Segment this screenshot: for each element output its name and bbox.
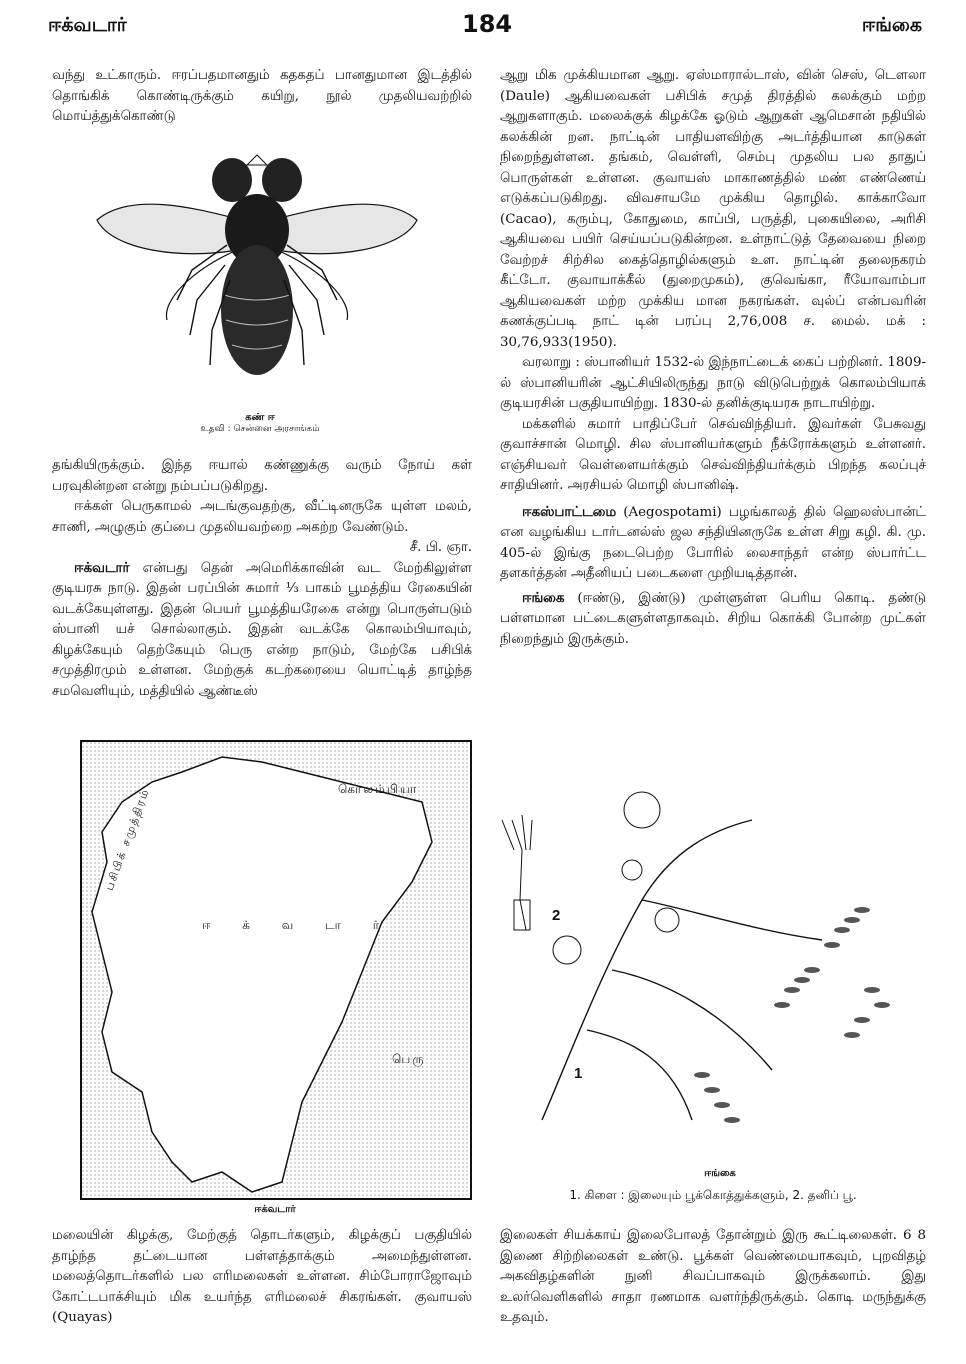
fly-disease-paragraph: தங்கியிருக்கும். இந்த ஈயால் கண்ணுக்கு வரும் நோய் கள் பரவுகின்றன என்று நம்பப்படுகிறது.	[52, 458, 472, 494]
right-column-bottom	[500, 1226, 926, 1329]
fly-caption	[150, 412, 370, 435]
left-column-top	[52, 66, 472, 128]
author-signature: சீ. பி. ஞா.	[409, 540, 472, 555]
right-eye	[262, 158, 302, 202]
engai-entry-text: (ஈண்டு, இண்டு) முள்ளுள்ள பெரிய கொடி. தண்டு பள்ளமான பட்டைகளுள்ளதாகவும். சிறிய கொக்கி போன்ற முட்கள் நிறைந்தும் இருக்கும்.	[500, 590, 926, 647]
housefly-illustration	[92, 150, 422, 408]
aegospotami-entry-paragraph	[500, 503, 926, 585]
right-column-top	[500, 66, 926, 650]
ecuador-entry-head: ஈக்வடார்	[74, 560, 130, 576]
right-wing	[272, 204, 417, 254]
plant-caption-title: ஈங்கை	[704, 1168, 736, 1179]
fly-control-paragraph: ஈக்கள் பெருகாமல் அடங்குவதற்கு, வீட்டினருகே யுள்ள மலம், சாணி, அழுகும் குப்பை முதலியவற்றை அகற்ற வேண்டும்.	[52, 499, 472, 535]
fly-paragraph-continued: வந்து உட்காரும். ஈரப்பதமானதும் கதகதப் பானதுமான இடத்தில் தொங்கிக் கொண்டிருக்கும் கயிறு, நூல் முதலியவற்றில் மொய்த்துக்கொண்டு	[52, 68, 472, 124]
engai-leaves-paragraph: இலைகள் சியக்காய் இலைபோலத் தோன்றும் இரு கூட்டிலைகள். 6 8 இணை சிற்றிலைகள் உண்டு. பூக்கள் வெண்மையாகவும், புறவிதழ் அகவிதழ்களின் நுனி சிவப்பாகவும் இருக்கலாம். இது உலர்வெளிகளில் சாதா ரணமாக வளர்ந்திருக்கும். கொடி மருந்துக்கு உதவும்.	[500, 1228, 926, 1325]
page-number: 184	[462, 10, 513, 38]
flower-head-top	[624, 792, 660, 828]
running-head-right: ஈங்கை	[861, 14, 922, 36]
left-eye	[212, 158, 252, 202]
ecuador-history-paragraph: வரலாறு : ஸ்பானியர் 1532-ல் இந்நாட்டைக் கைப் பற்றினர். 1809-ல் ஸ்பானியரின் ஆட்சியிலிருந்து நாடு விடுபெற்றுக் கொலம்பியாக் குடியரசின் பகுதியாயிற்று. 1830-ல் தனிக்குடியரசு நாடாயிற்று.	[500, 355, 926, 411]
ecuador-map	[80, 740, 472, 1200]
map-label-peru: பெரு	[392, 1052, 426, 1066]
map-caption: ஈக்வடார்	[254, 1204, 296, 1215]
ecuador-entry-text: என்பது தென் அமெரிக்காவின் வட மேற்கிலுள்ள குடியரசு நாடு. இதன் பரப்பின் சுமார் ⅓ பாகம் பூமத்திய ரேகையின் வடக்கேயுள்ளது. இதன் பெயர் பூமத்தியரேகை என்று பொருள்படும் ஸ்பானி யச் சொல்லாகும். இதன் வடக்கே கொலம்பியாவும், கிழக்கேயும் தெற்கேயும் பெரு என்ற நாடும், மேற்கே பசிபிக் சமுத்திரமும் உள்ளன. மேற்குக் கடற்கரையை யொட்டித் தாழ்ந்த சமவெளியும், மத்தியில் ஆண்டீஸ்	[52, 560, 472, 699]
ecuador-people-paragraph: மக்களில் சுமார் பாதிப்பேர் செவ்விந்தியர். இவர்கள் பேசுவது குவாச்சான் மொழி. சில ஸ்பானியர்களும் நீக்ரோக்களும் உள்ளனர். எஞ்சியவர் வெள்ளையர்க்கும் செவ்விந்தியர்க்கும் பிறந்த கலப்புச் சாதியினர். அரசியல் மொழி ஸ்பானிஷ்.	[500, 416, 926, 493]
flower-head-left	[553, 936, 581, 964]
fly-caption-title: கண் ஈ	[245, 412, 275, 423]
abdomen	[221, 245, 293, 375]
left-column-middle	[52, 456, 472, 702]
flower-head-mid	[655, 908, 679, 932]
fly-caption-credit: உதவி : சென்னை அரசாங்கம்	[200, 424, 320, 434]
engai-entry-paragraph	[500, 589, 926, 651]
ecuador-geography-paragraph: மலையின் கிழக்கு, மேற்குத் தொடர்களும், கிழக்குப் பகுதியில் தாழ்ந்த தட்டையான பள்ளத்தாக்கும் அமைந்துள்ளன. மலைத்தொடர்களில் பல எரிமலைகள் உள்ளன. சிம்போராஜோவும் கோட்டபாக்சியும் மிக உயர்ந்த எரிமலைச் சிகரங்கள். குவாயஸ் (Quayas)	[52, 1228, 472, 1325]
running-head-left: ஈக்வடார்	[48, 14, 127, 36]
aegospotami-entry-text: (Aegospotami) பழங்காலத் தில் ஹெலஸ்பான்ட் என வழங்கிய டார்டனல்ஸ் ஜல சந்தியினருகே உள்ள சிறு கழி. கி. மு. 405-ல் இங்கு நடைபெற்ற போரில் லைசாந்தர் என்ற ஸ்பார்ட்ட தளகர்த்தன் அதீனியப் படைகளை முறியடித்தான்.	[500, 504, 926, 581]
left-wing	[97, 204, 242, 254]
ecuador-entry-paragraph	[52, 559, 472, 703]
engai-entry-head: ஈங்கை	[522, 590, 565, 606]
figure-label-1: 1	[574, 1065, 583, 1082]
aegospotami-entry-head: ஈகஸ்பாட்டமை	[522, 504, 617, 520]
engai-plant-illustration	[492, 790, 912, 1160]
map-label-colombia: கொலம்பியா	[338, 782, 419, 796]
map-label-ecuador: ஈ க் வ டா ர்	[202, 918, 393, 932]
plant-caption-sub: 1. கிளை : இலையும் பூக்கொத்துக்களும், 2. தனிப் பூ.	[569, 1188, 857, 1202]
figure-label-2: 2	[552, 907, 561, 924]
single-flower-detail	[502, 815, 532, 930]
map-label-pacific: பசிபிக் சமுத்திரம்	[102, 786, 152, 893]
left-column-bottom	[52, 1226, 472, 1329]
ecuador-rivers-paragraph: ஆறு மிக முக்கியமான ஆறு. ஏஸ்மாரால்டாஸ், வின் செஸ், டௌலா (Daule) ஆகியவைகள் பசிபிக் சமுத் திரத்தில் கலக்கும் மற்ற ஆறுகளாகும். மலைக்குக் கிழக்கே ஓடும் ஆறுகள் ஆமெசான் நதியில் கலக்கின் றன. நாட்டின் பாதியளவிற்கு அடர்த்தியான காடுகள் நிறைந்துள்ளன. தங்கம், வெள்ளி, செம்பு முதலிய பல தாதுப் பொருள்கள் உள்ளன. குவாயஸ் மாகாணத்தில் மண் எண்ணெய் எடுக்கப்படுகிறது. விவசாயமே முக்கிய தொழில். காக்காவோ (Cacao), கரும்பு, கோதுமை, காப்பி, பருத்தி, புகையிலை, அரிசி ஆகியவை பயிர் செய்யப்படுகின்றன. உள்நாட்டுத் தேவையை நிறை வேற்றச் சிற்சில கைத்தொழில்களும் உள. நாட்டின் தலைநகரம் கீட்டோ. குவாயாக்கீல் (துறைமுகம்), குவெங்கா, ரீயோவாம்பா ஆகியவைகள் மற்ற முக்கிய மான நகரங்கள். வுல்ப் என்பவரின் கணக்குப்படி நாட் டின் பரப்பு 2,76,008 ச. மைல். மக் : 30,76,933(1950).	[500, 68, 926, 350]
